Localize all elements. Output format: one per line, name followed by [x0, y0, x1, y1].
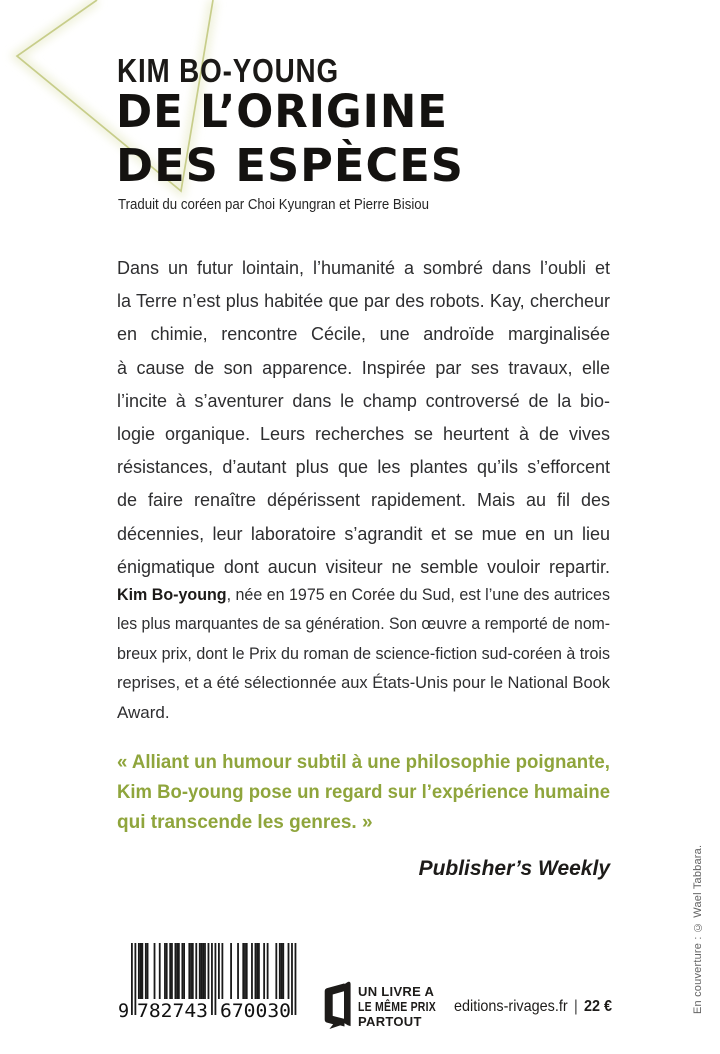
- text-line: résistances, d’autant plus que les plantes qu’ils s’efforcent: [117, 457, 610, 478]
- publisher-website: editions-rivages.fr: [454, 998, 568, 1015]
- text-line: Kim Bo-young pose un regard sur l’expérience humaine: [117, 782, 610, 804]
- text-line: reprises, et a été sélectionnée aux États-Unis pour le National Book: [117, 673, 610, 693]
- review-quote: [117, 748, 610, 839]
- text-line: énigmatique dont aucun visiteur ne semble vouloir repartir.: [117, 556, 610, 577]
- publisher-info: [454, 997, 630, 1016]
- quote-attribution: Publisher’s Weekly: [418, 857, 610, 880]
- price-logo-line: UN LIVRE A: [358, 984, 435, 999]
- book-title-line2: DES ESPÈCES: [116, 139, 464, 192]
- text-line: l’incite à s’aventurer dans le champ controversé de la bio-: [117, 390, 610, 411]
- text-line: de faire renaître dépérissent rapidement. Mais au fil des: [117, 490, 610, 511]
- text-line: Dans un futur lointain, l’humanité a sombré dans l’oubli et: [117, 258, 610, 278]
- price-logo-line: PARTOUT: [358, 1014, 422, 1029]
- open-book-icon: [320, 980, 352, 1030]
- author-bio: [117, 580, 610, 727]
- ean-digits: 782743: [137, 1001, 208, 1022]
- cover-credit: En couverture : © Wael Tabbara.: [692, 844, 704, 1014]
- translator-credit: Traduit du coréen par Choi Kyungran et Pierre Bisiou: [118, 196, 429, 213]
- synopsis-text: [117, 252, 610, 584]
- ean-digits: 9: [118, 1001, 130, 1022]
- text-line: les plus marquantes de sa génération. Son œuvre a remporté de nom-: [117, 614, 610, 634]
- ean-digits: 670030: [220, 1001, 291, 1022]
- text-line: décennies, leur laboratoire s’agrandit et se mue en un lieu: [117, 523, 610, 544]
- text-line: « Alliant un humour subtil à une philosophie poignante,: [117, 752, 610, 773]
- barcode-svg: [117, 942, 297, 1022]
- text-line: breux prix, dont le Prix du roman de science-fiction sud-coréen à trois: [117, 643, 610, 663]
- price-logo-line: LE MÊME PRIX: [358, 999, 436, 1014]
- ean-barcode: [117, 942, 297, 1027]
- text-line: la Terre n’est plus habitée que par des robots. Kay, chercheur: [117, 291, 610, 312]
- text-line: qui transcende les genres. »: [117, 812, 373, 834]
- text-line: logie organique. Leurs recherches se heurtent à de vives: [117, 423, 610, 444]
- text-line: Kim Bo-young, née en 1975 en Corée du Sud, est l’une des autrices: [117, 585, 610, 604]
- price-logo-text: [358, 984, 455, 1029]
- author-name: KIM BO-YOUNG: [117, 52, 339, 89]
- separator-bar: |: [573, 998, 578, 1015]
- bio-author-bold: Kim Bo-young: [117, 585, 227, 604]
- price-tag: 22 €: [583, 998, 612, 1015]
- text-line: en chimie, rencontre Cécile, une androïde marginalisée: [117, 324, 610, 345]
- book-title-line1: DE L’ORIGINE: [116, 85, 448, 138]
- text-line: Award.: [117, 702, 170, 722]
- text-line: à cause de son apparence. Inspirée par ses travaux, elle: [117, 357, 610, 378]
